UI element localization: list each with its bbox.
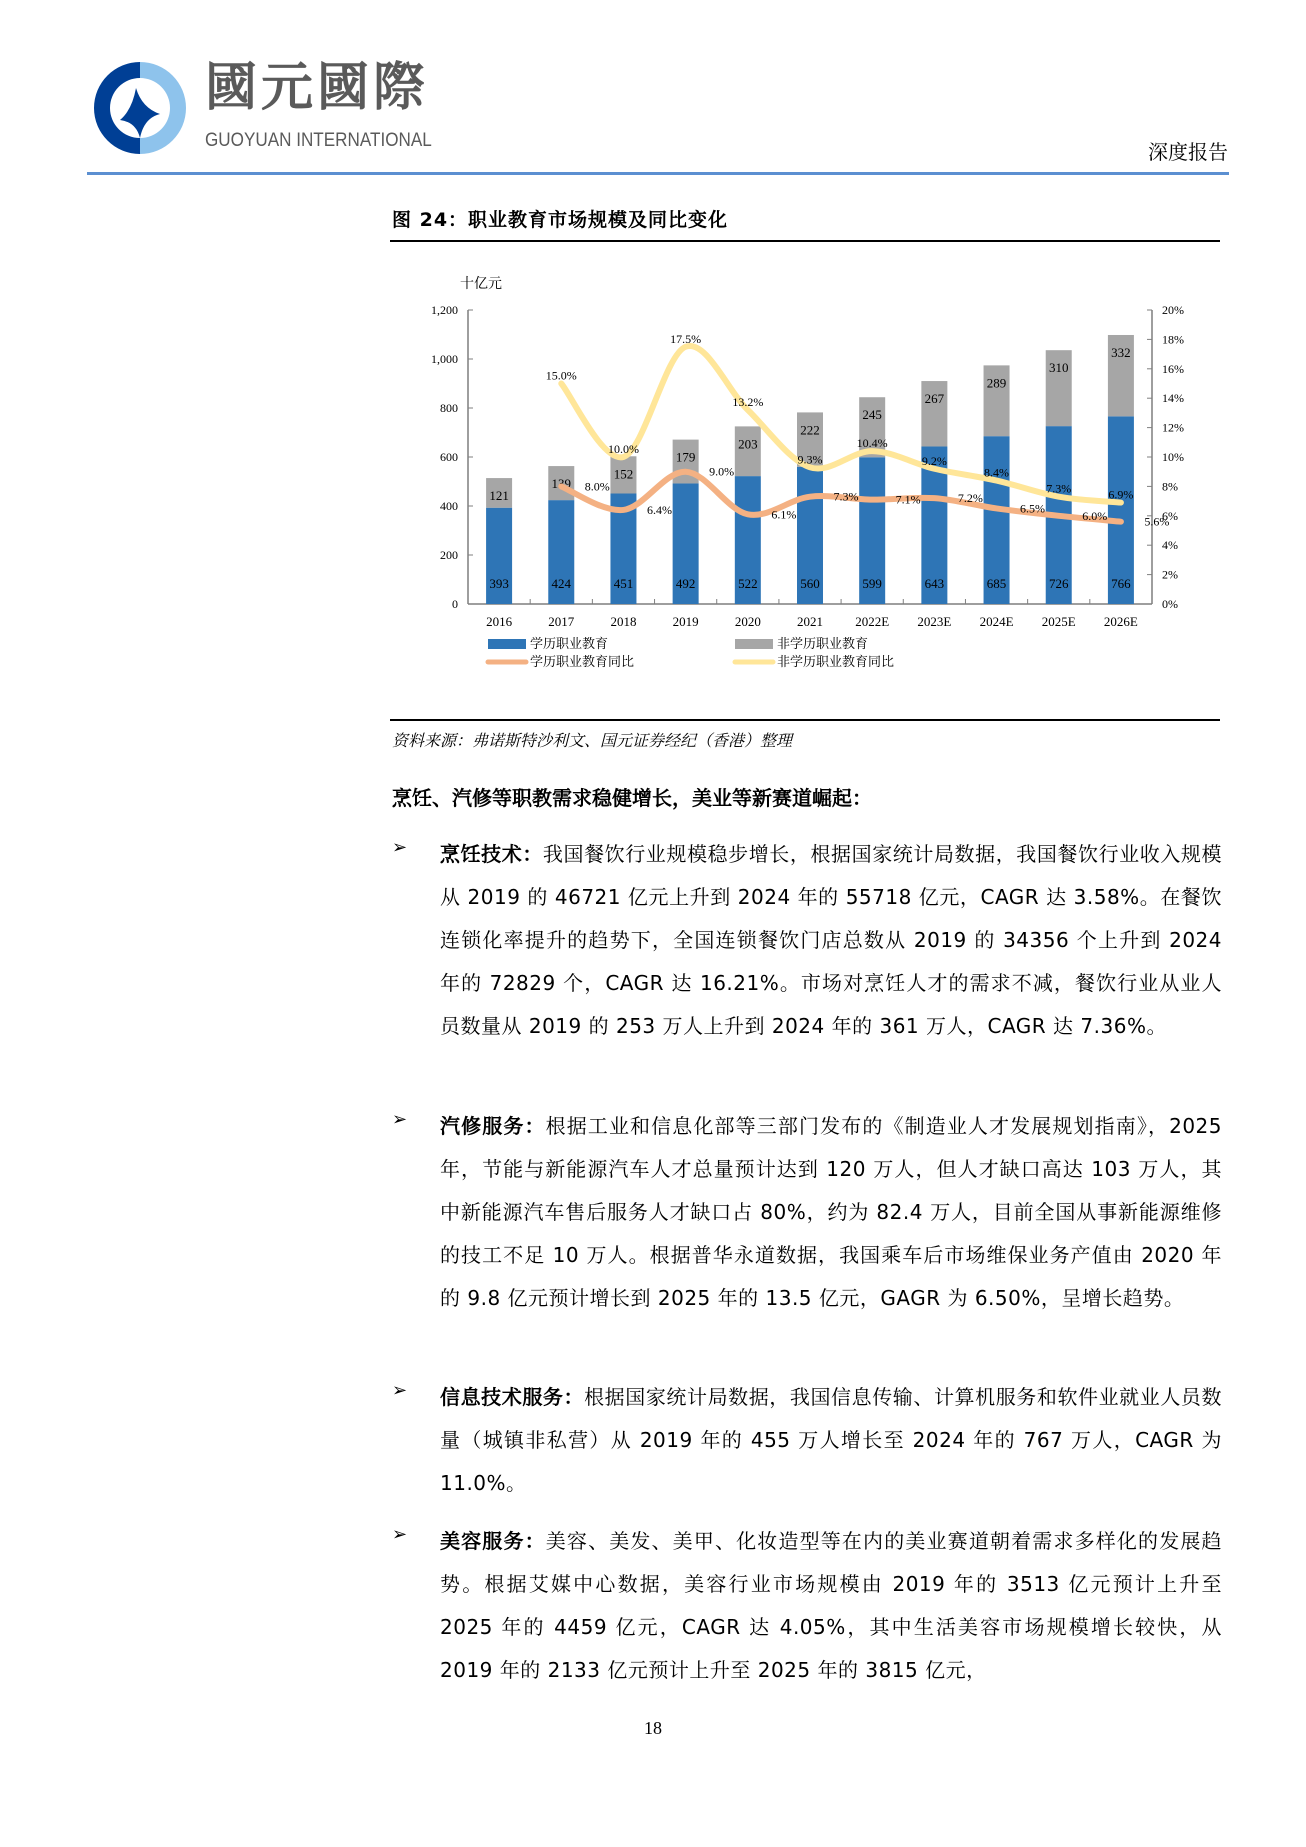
line-value-label: 5.6%: [1144, 514, 1170, 529]
line-value-label: 8.0%: [584, 479, 610, 494]
y2-tick-label: 2%: [1162, 567, 1178, 582]
bar-value-label: 599: [862, 576, 882, 591]
line-value-label: 9.2%: [921, 453, 947, 468]
y-tick-label: 600: [440, 450, 458, 464]
figure-bottom-rule: [390, 719, 1220, 721]
y2-tick-label: 0%: [1162, 597, 1178, 611]
legend-swatch: [488, 639, 526, 649]
y2-tick-label: 12%: [1162, 420, 1184, 435]
figure-source: 资料来源：弗诺斯特沙利文、国元证券经纪（香港）整理: [392, 731, 793, 750]
bar-value-label: 451: [613, 576, 634, 591]
x-tick-label: 2020: [734, 614, 761, 629]
line-value-label: 6.0%: [1082, 508, 1108, 523]
x-tick-label: 2019: [672, 614, 699, 629]
bullet-lead: 信息技术服务：: [440, 1385, 585, 1409]
y2-tick-label: 20%: [1162, 303, 1184, 317]
bar-value-label: 393: [489, 576, 509, 591]
x-tick-label: 2024E: [979, 614, 1014, 629]
stacked-bar-line-chart: [390, 250, 1220, 700]
legend-label: 非学历职业教育: [777, 637, 869, 652]
bar-value-label: 179: [675, 449, 696, 465]
bar-value-label: 289: [986, 375, 1007, 391]
bar-value-label: 766: [1111, 576, 1131, 591]
line-value-label: 9.3%: [797, 452, 823, 467]
line-value-label: 8.4%: [984, 465, 1010, 480]
bullet-it-services: [392, 1376, 1222, 1505]
line-value-label: 7.1%: [895, 492, 921, 507]
bullet-cooking: [392, 833, 1222, 1048]
bar-value-label: 203: [738, 436, 758, 452]
header-divider: [87, 172, 1229, 175]
line-value-label: 7.3%: [833, 489, 859, 504]
y2-tick-label: 16%: [1162, 361, 1184, 376]
logo-english-name: GUOYUAN INTERNATIONAL: [205, 130, 432, 151]
y-axis-unit-label: 十亿元: [460, 276, 502, 292]
bullet-body: 根据工业和信息化部等三部门发布的《制造业人才发展规划指南》，2025 年，节能与新能源汽车人才总量预计达到 120 万人，但人才缺口高达 103 万人，其中新能源汽车售后服务人才缺口占 80%，约为 82.4 万人，目前全国从事新能源维修的技工不足 10 万人。根据普华永道数据，我国乘车后市场维保业务产值由 2020 年的 9.8 亿元预计增长到 2025 年的 13.5 亿元，GAGR 为 6.50%，呈增长趋势。: [440, 1114, 1223, 1310]
y2-tick-label: 18%: [1162, 332, 1184, 347]
bar-value-label: 222: [800, 422, 820, 438]
x-tick-label: 2018: [610, 614, 637, 629]
y-tick-label: 1,200: [431, 303, 458, 317]
bar-value-label: 492: [675, 576, 696, 591]
x-tick-label: 2022E: [855, 614, 890, 629]
bullet-lead: 烹饪技术：: [440, 842, 543, 866]
x-tick-label: 2016: [486, 614, 513, 629]
line-value-label: 13.2%: [732, 394, 764, 409]
x-tick-label: 2026E: [1103, 614, 1138, 629]
bullet-body: 美容、美发、美甲、化妆造型等在内的美业赛道朝着需求多样化的发展趋势。根据艾媒中心数据，美容行业市场规模由 2019 年的 3513 亿元预计上升至 2025 年的 4459 亿元，CAGR 达 4.05%，其中生活美容市场规模增长较快，从 2019 年的 2133 亿元预计上升至 2025 年的 3815 亿元，: [440, 1529, 1223, 1682]
bullet-auto-repair: [392, 1105, 1222, 1320]
y-tick-label: 400: [440, 499, 458, 513]
bar-value-label: 560: [800, 576, 820, 591]
y2-tick-label: 10%: [1162, 450, 1184, 464]
line-value-label: 7.2%: [957, 491, 983, 506]
bullet-arrow-icon: ➢: [392, 1524, 408, 1545]
line-non-academic-yoy: [561, 346, 1121, 506]
line-value-label: 6.9%: [1108, 487, 1134, 502]
line-value-label: 7.3%: [1046, 481, 1072, 496]
bar-value-label: 685: [986, 576, 1007, 591]
bullet-body: 根据国家统计局数据，我国信息传输、计算机服务和软件业就业人员数量（城镇非私营）从 2019 年的 455 万人增长至 2024 年的 767 万人，CAGR 为 11.0%。: [440, 1385, 1223, 1495]
line-value-label: 17.5%: [670, 331, 702, 346]
y2-tick-label: 8%: [1162, 479, 1178, 494]
bar-value-label: 332: [1111, 344, 1131, 360]
bar-value-label: 121: [489, 488, 509, 504]
y-tick-label: 1,000: [431, 352, 458, 366]
legend-label: 非学历职业教育同比: [777, 655, 895, 670]
bar-value-label: 522: [738, 576, 758, 591]
bar-value-label: 267: [924, 391, 945, 407]
bar-value-label: 726: [1048, 576, 1069, 591]
page-number: 18: [644, 1718, 662, 1738]
x-tick-label: 2021: [797, 614, 823, 629]
bullet-lead: 汽修服务：: [440, 1114, 546, 1138]
y2-tick-label: 4%: [1162, 538, 1178, 553]
bullet-beauty-services: [392, 1520, 1222, 1692]
legend-label: 学历职业教育同比: [530, 655, 635, 670]
bar-value-label: 424: [551, 576, 572, 591]
line-value-label: 6.1%: [771, 507, 797, 522]
logo-chinese-name: 國元國際: [205, 58, 430, 118]
page-header: [0, 0, 1306, 180]
line-value-label: 10.4%: [856, 436, 888, 451]
section-heading: 烹饪、汽修等职教需求稳健增长，美业等新赛道崛起：: [392, 786, 872, 810]
chart-container: [390, 250, 1220, 700]
x-tick-label: 2025E: [1041, 614, 1076, 629]
bullet-arrow-icon: ➢: [392, 1380, 408, 1401]
legend-swatch: [735, 639, 773, 649]
y2-tick-label: 14%: [1162, 391, 1184, 406]
legend-label: 学历职业教育: [530, 637, 609, 652]
bar-value-label: 310: [1048, 360, 1069, 376]
y-tick-label: 800: [440, 401, 458, 415]
bullet-arrow-icon: ➢: [392, 1109, 408, 1130]
guoyuan-logo-icon: [90, 58, 190, 158]
x-tick-label: 2017: [548, 614, 575, 629]
figure-title: 图 24：职业教育市场规模及同比变化: [392, 209, 729, 231]
line-value-label: 6.5%: [1020, 501, 1046, 516]
line-value-label: 15.0%: [545, 368, 577, 383]
bar-value-label: 643: [924, 576, 945, 591]
line-value-label: 6.4%: [646, 502, 672, 517]
report-type-label: 深度报告: [1148, 140, 1228, 164]
bar-value-label: 152: [613, 466, 634, 482]
y-tick-label: 0: [452, 597, 458, 611]
bullet-arrow-icon: ➢: [392, 837, 408, 858]
y2-tick-label: 6%: [1162, 508, 1178, 523]
line-value-label: 10.0%: [607, 442, 639, 456]
line-value-label: 9.0%: [709, 464, 735, 479]
y-tick-label: 200: [440, 548, 458, 562]
bullet-lead: 美容服务：: [440, 1529, 546, 1553]
bar-value-label: 245: [862, 407, 882, 423]
x-tick-label: 2023E: [917, 614, 952, 629]
bar-value-label: 139: [551, 476, 572, 492]
figure-top-rule: [390, 240, 1220, 242]
bullet-body: 我国餐饮行业规模稳步增长，根据国家统计局数据，我国餐饮行业收入规模从 2019 的 46721 亿元上升到 2024 年的 55718 亿元，CAGR 达 3.58%。在餐饮连锁化率提升的趋势下，全国连锁餐饮门店总数从 2019 的 34356 个上升到 2024 年的 72829 个，CAGR 达 16.21%。市场对烹饪人才的需求不减，餐饮行业从业人员数量从 2019 的 253 万人上升到 2024 年的 361 万人，CAGR 达 7.36%。: [440, 842, 1223, 1038]
